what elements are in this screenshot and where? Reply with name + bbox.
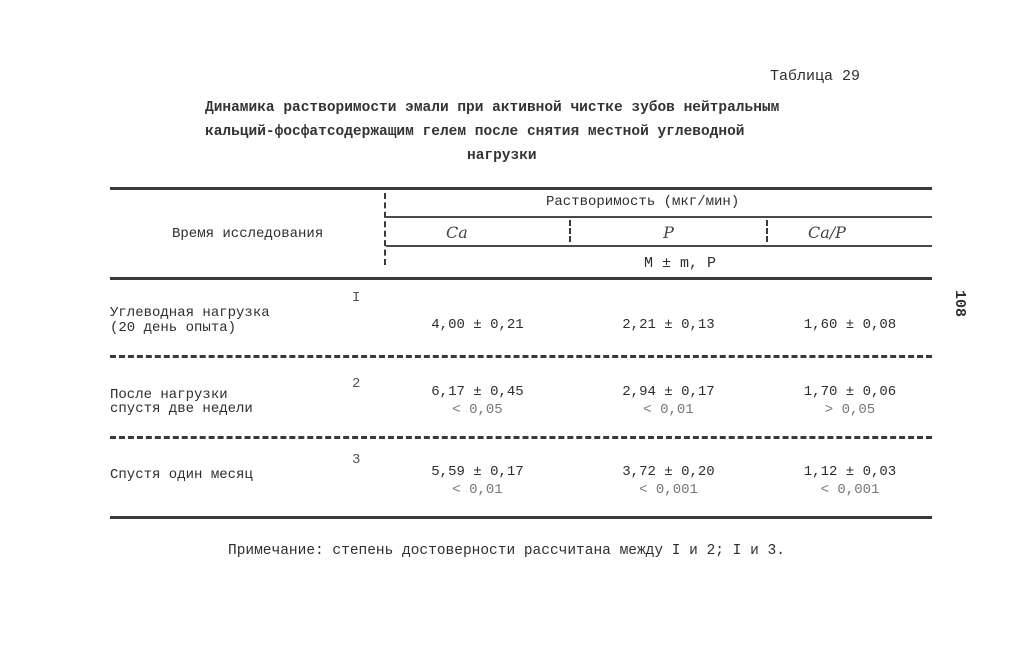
cell-ca (386, 383, 569, 419)
title-line-3: нагрузки (467, 148, 537, 164)
header-ca-p: Ca/P (808, 223, 846, 242)
cell-ca (386, 463, 569, 499)
cell-value: 1,70 ± 0,06 (803, 384, 897, 400)
cell-p (571, 463, 766, 499)
cell-p-value: < 0,01 (452, 482, 503, 498)
header-stat: M ± m, P (643, 255, 716, 272)
table-note: Примечание: степень достоверности рассчитана между I и 2; I и 3. (228, 543, 785, 559)
cell-value: 5,59 ± 0,17 (431, 464, 524, 480)
row-number: I (352, 290, 361, 306)
cell-value: 1,12 ± 0,03 (803, 464, 897, 480)
cell-p-value: < 0,05 (452, 402, 503, 418)
header-solubility: Растворимость (мкг/мин) (546, 194, 740, 210)
row-divider-2 (110, 436, 932, 439)
cell-p (571, 316, 766, 334)
cell-ca (386, 316, 569, 334)
table-title (205, 96, 815, 168)
row-label-line-1: После нагрузки (110, 387, 228, 403)
title-line-2: кальций-фосфатсодержащим гелем после снятия местной углеводной (205, 124, 745, 140)
cell-ca-p (768, 316, 932, 334)
row-label-line-2: (20 день опыта) (110, 320, 237, 336)
header-ca: Ca (446, 223, 468, 242)
cell-ca-p (768, 383, 932, 419)
header-time: Время исследования (172, 226, 324, 242)
row-divider-1 (110, 355, 932, 358)
cell-value: 3,72 ± 0,20 (622, 464, 715, 480)
header-bottom-rule (110, 277, 932, 280)
cell-p-value: < 0,01 (643, 402, 694, 418)
row-label-line-2: спустя две недели (110, 401, 253, 417)
title-line-1: Динамика растворимости эмали при активной чистке зубов нейтральным (205, 100, 780, 116)
table-top-rule (110, 187, 932, 190)
cell-value: 2,21 ± 0,13 (622, 317, 715, 333)
table-bottom-rule (110, 516, 932, 519)
cell-p-value: < 0,001 (820, 482, 880, 498)
row-number: 3 (352, 452, 361, 468)
cell-p-value: < 0,001 (639, 482, 698, 498)
cell-p (571, 383, 766, 419)
cell-ca-p (768, 463, 932, 499)
row-label-line-1: Спустя один месяц (110, 467, 253, 483)
cell-value: 4,00 ± 0,21 (431, 317, 524, 333)
cell-p-value: > 0,05 (824, 402, 876, 418)
header-sub-rule (386, 245, 932, 247)
header-solubility-rule (386, 216, 932, 218)
table-label: Таблица 29 (770, 68, 861, 85)
header-p: P (663, 223, 674, 242)
cell-value: 6,17 ± 0,45 (431, 384, 524, 400)
cell-value: 2,94 ± 0,17 (622, 384, 715, 400)
row-number: 2 (352, 376, 361, 392)
page-number: 108 (951, 290, 968, 318)
cell-value: 1,60 ± 0,08 (803, 317, 897, 333)
row-label-line-1: Углеводная нагрузка (110, 305, 270, 321)
